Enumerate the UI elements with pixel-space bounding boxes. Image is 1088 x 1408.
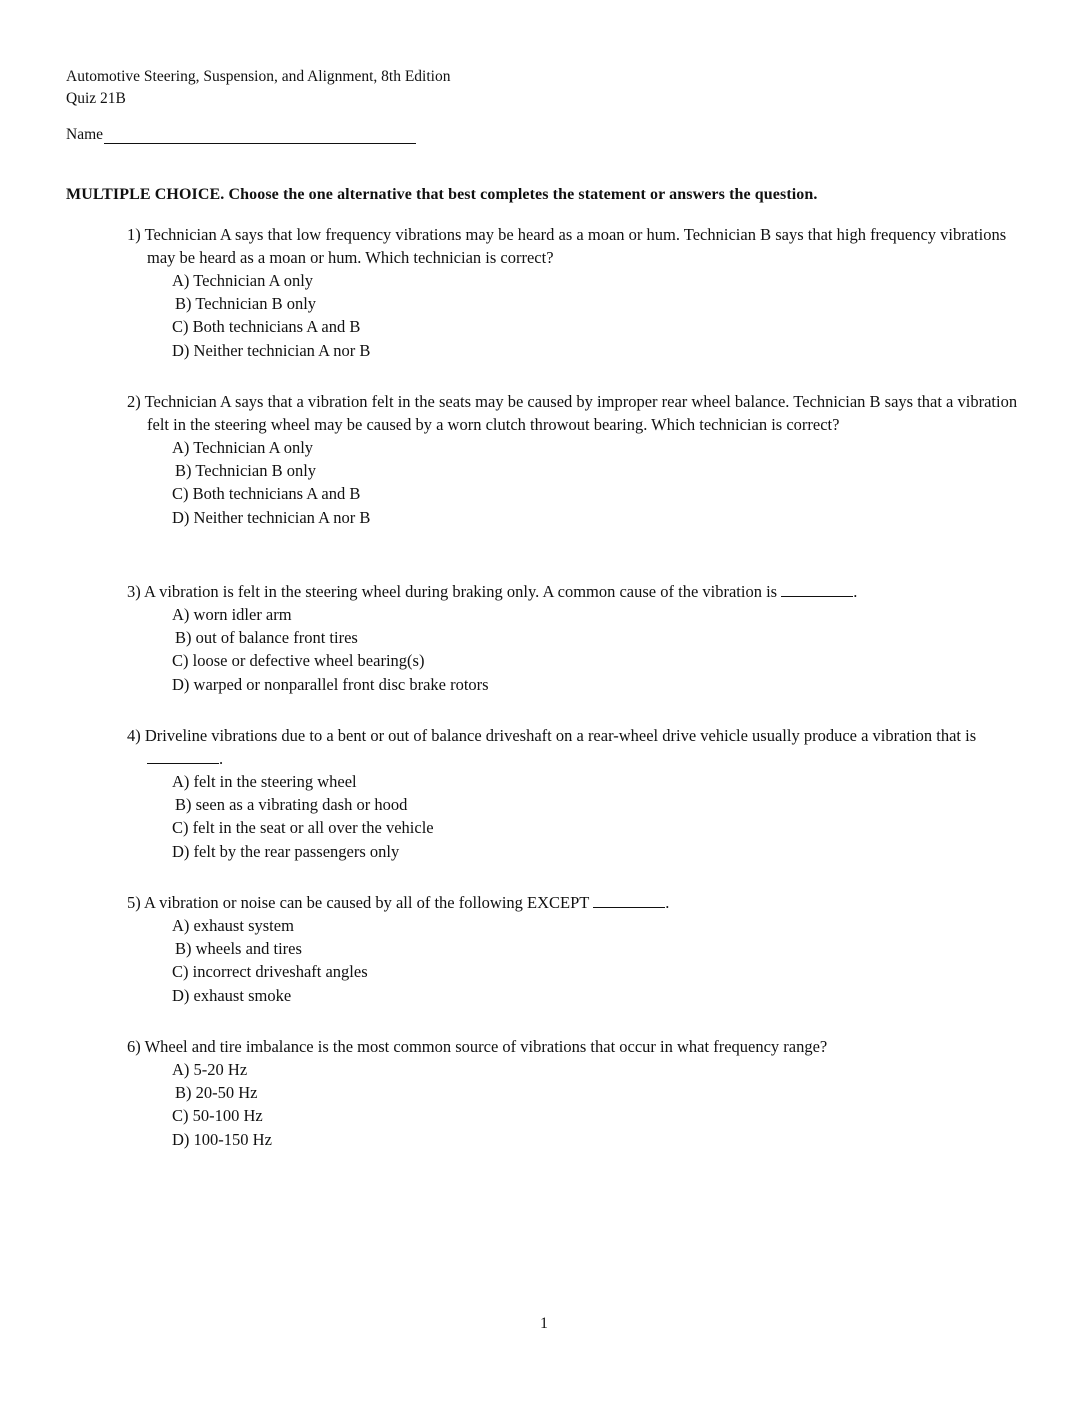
stem-suffix: .: [219, 749, 224, 768]
question-number: 6): [127, 1037, 141, 1056]
question-3: [127, 580, 1027, 696]
question-text: [127, 724, 1027, 770]
choice-a: A) felt in the steering wheel: [172, 772, 357, 791]
name-field-row: [66, 125, 416, 144]
choice-c: C) felt in the seat or all over the vehicle: [172, 818, 434, 838]
choice-d: D) warped or nonparallel front disc brake rotors: [172, 674, 489, 694]
choice-c: C) Both technicians A and B: [172, 484, 361, 504]
question-stem: Wheel and tire imbalance is the most common source of vibrations that occur in what frequency range?: [144, 1037, 828, 1056]
book-title: Automotive Steering, Suspension, and Alignment, 8th Edition: [66, 68, 451, 85]
page-number: 1: [540, 1315, 548, 1332]
choice-b: B) 20-50 Hz: [175, 1083, 258, 1103]
stem-suffix: .: [665, 893, 670, 912]
choice-list: [127, 436, 1027, 529]
choice-list: [127, 269, 1027, 362]
choice-list: [127, 914, 1027, 1007]
question-number: 3): [127, 582, 141, 601]
question-stem: A vibration or noise can be caused by all of the following EXCEPT: [143, 893, 590, 912]
name-label: Name: [66, 126, 104, 143]
choice-b: B) seen as a vibrating dash or hood: [175, 795, 408, 815]
choice-c: C) 50-100 Hz: [172, 1106, 263, 1126]
question-stem: A vibration is felt in the steering wheel during braking only. A common cause of the vibration is: [143, 582, 778, 601]
choice-c: C) loose or defective wheel bearing(s): [172, 651, 425, 671]
question-text: [127, 390, 1027, 436]
choice-a: A) worn idler arm: [172, 605, 292, 624]
question-5: [127, 891, 1027, 1007]
quiz-title: Quiz 21B: [66, 90, 126, 107]
question-number: 1): [127, 225, 141, 244]
choice-a: A) exhaust system: [172, 916, 294, 935]
choice-list: [127, 1058, 1027, 1151]
question-text: [127, 1035, 1027, 1058]
choice-a: A) Technician A only: [172, 271, 314, 290]
question-stem: Technician A says that a vibration felt in the seats may be caused by improper rear wheel balance. Technician B says that a vibration felt in the steering wheel may be caused by a worn clutch throwout bearing. Which technician is correct?: [144, 392, 1018, 434]
question-4: [127, 724, 1027, 863]
question-1: [127, 223, 1027, 362]
answer-blank: [781, 582, 853, 597]
choice-b: B) wheels and tires: [175, 939, 302, 959]
question-number: 5): [127, 893, 141, 912]
section-instructions: MULTIPLE CHOICE. Choose the one alternative that best completes the statement or answers the question.: [66, 186, 818, 203]
choice-d: D) exhaust smoke: [172, 985, 292, 1005]
name-blank-line[interactable]: [104, 125, 416, 144]
choice-d: D) Neither technician A nor B: [172, 340, 371, 360]
question-2: [127, 390, 1027, 529]
question-text: [127, 891, 1027, 914]
question-stem: Technician A says that low frequency vibrations may be heard as a moan or hum. Technician B says that high frequency vibrations may be heard as a moan or hum. Which technician is correct?: [144, 225, 1007, 267]
question-stem: Driveline vibrations due to a bent or out of balance driveshaft on a rear-wheel drive vehicle usually produce a vibration that is: [144, 726, 977, 745]
choice-d: D) felt by the rear passengers only: [172, 841, 400, 861]
question-text: [127, 580, 1027, 603]
choice-c: C) Both technicians A and B: [172, 317, 361, 337]
choice-b: B) Technician B only: [175, 294, 317, 314]
question-6: [127, 1035, 1027, 1151]
stem-suffix: .: [853, 582, 858, 601]
choice-list: [127, 603, 1027, 696]
choice-b: B) Technician B only: [175, 461, 317, 481]
choice-d: D) Neither technician A nor B: [172, 507, 371, 527]
choice-a: A) 5-20 Hz: [172, 1060, 248, 1079]
choice-c: C) incorrect driveshaft angles: [172, 962, 368, 982]
question-number: 4): [127, 726, 141, 745]
choice-d: D) 100-150 Hz: [172, 1129, 272, 1149]
question-number: 2): [127, 392, 141, 411]
choice-b: B) out of balance front tires: [175, 628, 358, 648]
choice-list: [127, 770, 1027, 863]
answer-blank: [593, 893, 665, 908]
choice-a: A) Technician A only: [172, 438, 314, 457]
answer-blank: [147, 749, 219, 764]
question-text: [127, 223, 1027, 269]
